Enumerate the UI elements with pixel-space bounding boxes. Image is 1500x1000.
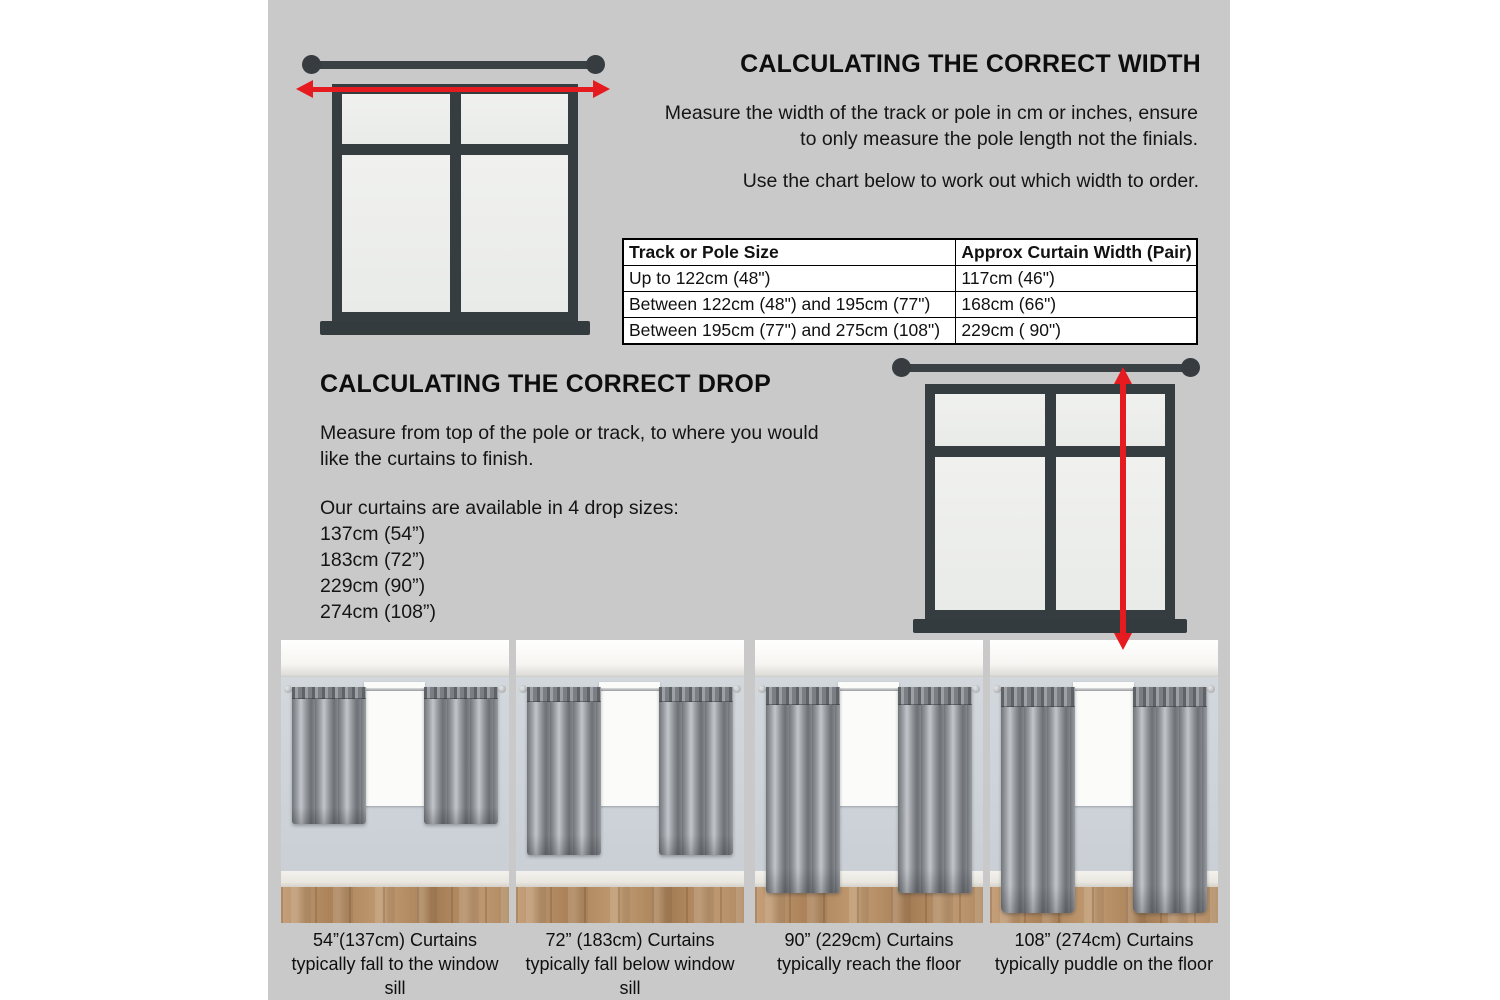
photo-window-pane <box>370 767 392 800</box>
curtain-right <box>659 687 733 855</box>
example-caption-108: 108” (274cm) Curtains typically puddle on the floor <box>994 930 1214 974</box>
cornice <box>755 640 983 677</box>
photo-window-pane <box>1079 767 1101 800</box>
curtain-right <box>1133 687 1207 913</box>
width-section-title: CALCULATING THE CORRECT WIDTH <box>740 50 1201 78</box>
curtain-right <box>898 687 972 893</box>
width-instruction-line-2: to only measure the pole length not the finials. <box>800 128 1198 150</box>
photo-window-pane <box>844 767 866 800</box>
arrowhead-up-icon <box>1114 367 1132 384</box>
photo-window-pane <box>871 767 893 800</box>
example-caption-90: 90” (229cm) Curtains typically reach the floor <box>776 930 962 974</box>
drop-size-item: 183cm (72”) <box>320 549 426 571</box>
photo-window-pane <box>1106 767 1128 800</box>
window-pane <box>935 457 1045 610</box>
window-sill-graphic <box>320 321 590 335</box>
col-header-pole-size: Track or Pole Size <box>623 239 956 266</box>
curtain-width-cell: 229cm ( 90") <box>956 318 1197 345</box>
curtain-right <box>424 687 498 824</box>
arrowhead-down-icon <box>1114 633 1132 650</box>
window-pane <box>461 94 569 144</box>
photo-window-pane <box>605 767 627 800</box>
col-header-curtain-width: Approx Curtain Width (Pair) <box>956 239 1197 266</box>
drop-section-title: CALCULATING THE CORRECT DROP <box>320 370 771 398</box>
table-row <box>623 266 1197 292</box>
photo-window-pane <box>1106 688 1128 721</box>
window-pane <box>342 155 450 312</box>
curtain-width-cell: 117cm (46") <box>956 266 1197 292</box>
skirting-board <box>281 871 509 886</box>
photo-window-pane <box>844 688 866 721</box>
drop-sizes-intro: Our curtains are available in 4 drop sizes: <box>320 497 679 519</box>
cornice <box>516 640 744 677</box>
photo-window-pane <box>871 688 893 721</box>
photo-window-pane <box>844 726 866 762</box>
photo-window-pane <box>397 726 419 762</box>
drop-instructions <box>320 420 920 472</box>
width-instruction-line-1: Measure the width of the track or pole in cm or inches, ensure <box>664 102 1198 124</box>
photo-window-pane <box>397 688 419 721</box>
photo-window-pane <box>871 726 893 762</box>
pole-size-cell: Up to 122cm (48") <box>623 266 956 292</box>
window-graphic <box>925 384 1175 620</box>
cornice <box>990 640 1218 677</box>
pole-size-cell: Between 195cm (77") and 275cm (108") <box>623 318 956 345</box>
drop-size-item: 229cm (90”) <box>320 575 426 597</box>
drop-instruction-line-1: Measure from top of the pole or track, to where you would <box>320 422 819 444</box>
example-caption-72: 72” (183cm) Curtains typically fall below window sill <box>525 930 735 998</box>
curtain-example-photo-72 <box>516 640 744 923</box>
cornice <box>281 640 509 677</box>
wood-floor <box>281 887 509 923</box>
drop-sizes-list <box>320 521 436 625</box>
arrow-line <box>313 87 593 92</box>
photo-window-pane <box>397 767 419 800</box>
table-row <box>623 318 1197 345</box>
arrowhead-right-icon <box>593 80 610 98</box>
window-pane <box>1056 457 1166 610</box>
photo-window-pane <box>605 726 627 762</box>
pole-size-cell: Between 122cm (48") and 195cm (77") <box>623 292 956 318</box>
wood-floor <box>516 887 744 923</box>
curtain-pole-icon <box>900 364 1192 372</box>
skirting-board <box>516 871 744 886</box>
drop-size-item: 274cm (108”) <box>320 601 436 623</box>
drop-instruction-line-2: like the curtains to finish. <box>320 448 534 470</box>
chart-note: Use the chart below to work out which width to order. <box>742 170 1199 192</box>
window-pane <box>342 94 450 144</box>
width-double-arrow-icon <box>296 80 610 98</box>
arrow-line <box>1120 384 1126 633</box>
curtain-left <box>766 687 840 893</box>
photo-window-pane <box>1106 726 1128 762</box>
window-pane <box>935 394 1045 446</box>
photo-window <box>1073 682 1133 805</box>
photo-window-pane <box>370 726 392 762</box>
window-pane <box>1056 394 1166 446</box>
size-table <box>622 238 1198 345</box>
curtain-example-photo-108 <box>990 640 1218 923</box>
window-pane <box>461 155 569 312</box>
width-instructions <box>598 100 1198 152</box>
example-caption-54: 54”(137cm) Curtains typically fall to the window sill <box>291 930 499 998</box>
gray-background-panel <box>268 0 1230 1000</box>
photo-window-pane <box>632 767 654 800</box>
drop-double-arrow-icon <box>1114 367 1132 650</box>
arrowhead-left-icon <box>296 80 313 98</box>
photo-window-pane <box>370 688 392 721</box>
photo-window-pane <box>1079 688 1101 721</box>
photo-window-pane <box>632 688 654 721</box>
drop-size-item: 137cm (54”) <box>320 523 426 545</box>
photo-window-pane <box>632 726 654 762</box>
photo-window-pane <box>1079 726 1101 762</box>
window-sill-graphic <box>913 619 1187 633</box>
photo-window <box>599 682 659 805</box>
curtain-width-cell: 168cm (66") <box>956 292 1197 318</box>
curtain-left <box>292 687 366 824</box>
table-header-row <box>623 239 1197 266</box>
window-graphic <box>332 84 578 322</box>
photo-window <box>364 682 424 805</box>
photo-window <box>838 682 898 805</box>
curtain-example-photo-54 <box>281 640 509 923</box>
table-row <box>623 292 1197 318</box>
curtain-left <box>1001 687 1075 913</box>
curtain-left <box>527 687 601 855</box>
curtain-example-photo-90 <box>755 640 983 923</box>
curtain-pole-icon <box>310 61 597 69</box>
photo-window-pane <box>605 688 627 721</box>
